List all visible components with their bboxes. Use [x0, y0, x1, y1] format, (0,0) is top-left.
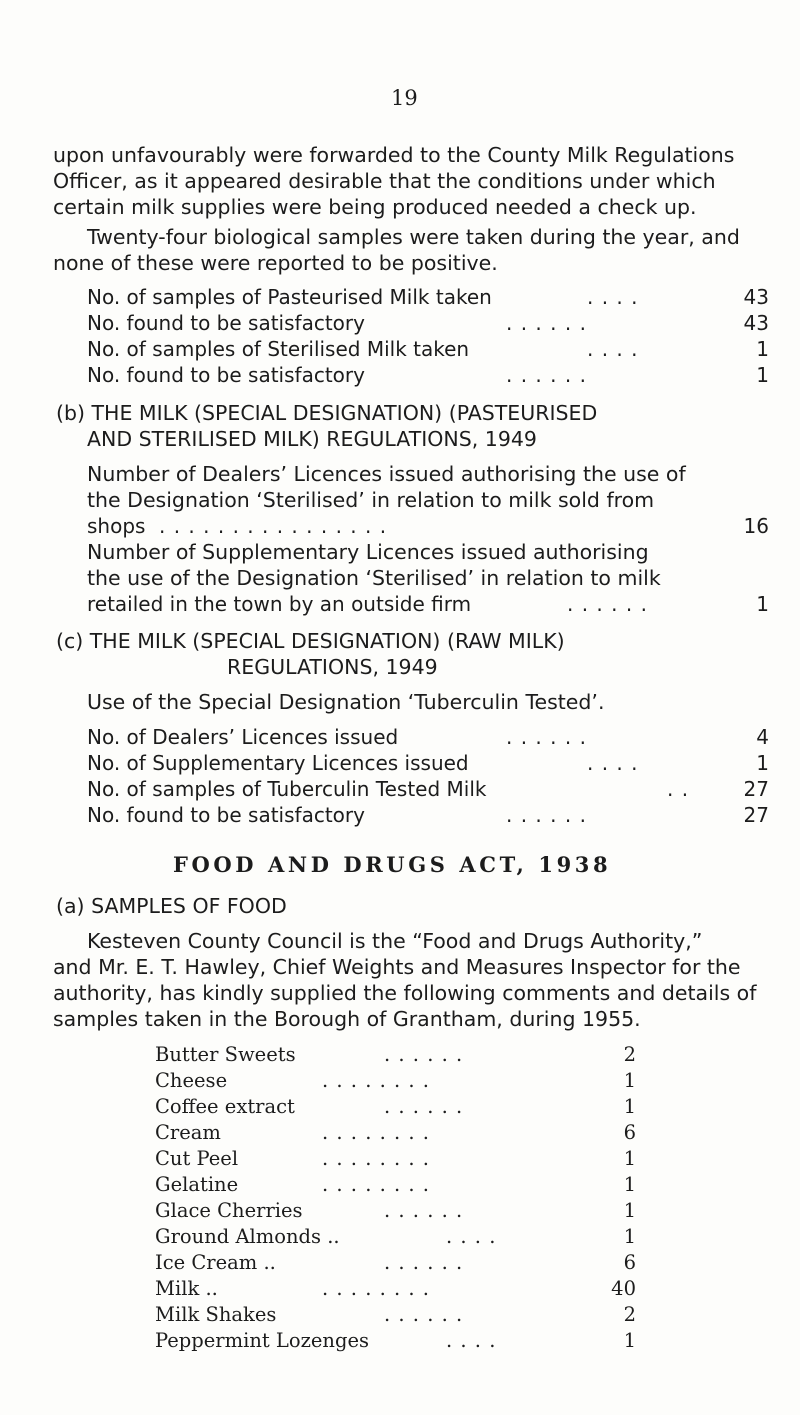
intro-line: Officer, as it appeared desirable that the conditions under which — [53, 169, 716, 193]
leader-dots: . . . . . . — [384, 1199, 464, 1222]
leader-dots: . . . . . . . . — [322, 1147, 430, 1170]
leader-dots: . . . . . . . . — [322, 1069, 430, 1092]
leader-dots: . . . . . . — [384, 1095, 464, 1118]
sample-count: 1 — [623, 1095, 636, 1118]
sample-label: Cream — [155, 1121, 221, 1144]
section-b-heading: (b) THE MILK (SPECIAL DESIGNATION) (PASTEURISED — [56, 401, 598, 425]
leader-dots: . . . . . . . . . . . . . . . . — [159, 514, 388, 538]
sample-row — [155, 1328, 665, 1354]
sample-label: Cut Peel — [155, 1147, 239, 1170]
stat-value: 27 — [743, 777, 769, 801]
leader-dots: . . . . . . . . — [322, 1173, 430, 1196]
biological-line: Twenty-four biological samples were taken during the year, and — [87, 225, 740, 249]
sample-row — [155, 1120, 665, 1146]
leader-dots: . . . . — [446, 1329, 497, 1352]
food-para-line: and Mr. E. T. Hawley, Chief Weights and Measures Inspector for the — [53, 955, 741, 979]
page-number: 19 — [391, 86, 418, 110]
leader-dots: . . — [667, 777, 690, 801]
stat-label: No. found to be satisfactory — [87, 311, 365, 335]
sample-count: 1 — [623, 1329, 636, 1352]
leader-dots: . . . . . . . . — [322, 1277, 430, 1300]
tt-stat-row — [87, 776, 769, 802]
stat-label: No. of samples of Sterilised Milk taken — [87, 337, 470, 361]
stat-value: 43 — [743, 285, 769, 309]
sample-count: 1 — [623, 1173, 636, 1196]
section-b-text: the use of the Designation ‘Sterilised’ in relation to milk — [87, 566, 661, 590]
sample-label: Cheese — [155, 1069, 228, 1092]
stat-value: 16 — [743, 514, 769, 538]
leader-dots: . . . . . . — [506, 803, 587, 827]
stat-label: No. of Dealers’ Licences issued — [87, 725, 399, 749]
milk-stat-row — [87, 310, 769, 336]
sample-row — [155, 1224, 665, 1250]
tt-stat-row — [87, 724, 769, 750]
stat-value: 1 — [756, 592, 769, 616]
leader-dots: . . . . . . — [506, 363, 587, 387]
stat-label: No. found to be satisfactory — [87, 363, 365, 387]
stat-value: 4 — [756, 725, 769, 749]
stat-value: 27 — [743, 803, 769, 827]
leader-dots: . . . . . . . . — [322, 1121, 430, 1144]
section-b-text: Number of Dealers’ Licences issued authorising the use of — [87, 462, 686, 486]
sample-label: Milk Shakes — [155, 1303, 277, 1326]
sample-label: Gelatine — [155, 1173, 239, 1196]
leader-dots: . . . . . . — [384, 1251, 464, 1274]
sample-row — [155, 1198, 665, 1224]
milk-stat-row — [87, 362, 769, 388]
food-drugs-title: FOOD AND DRUGS ACT, 1938 — [173, 852, 612, 877]
sample-row — [155, 1042, 665, 1068]
stat-label: shops — [87, 514, 146, 538]
sample-label: Coffee extract — [155, 1095, 295, 1118]
sample-label: Milk .. — [155, 1277, 218, 1300]
leader-dots: . . . . . . — [384, 1303, 464, 1326]
tt-stat-row — [87, 802, 769, 828]
section-b-heading: AND STERILISED MILK) REGULATIONS, 1949 — [87, 427, 537, 451]
stat-label: No. of samples of Tuberculin Tested Milk — [87, 777, 487, 801]
section-b-text: Number of Supplementary Licences issued authorising — [87, 540, 649, 564]
stat-value: 1 — [756, 751, 769, 775]
stat-label: No. of Supplementary Licences issued — [87, 751, 469, 775]
leader-dots: . . . . — [587, 285, 639, 309]
sample-row — [155, 1250, 665, 1276]
stat-value: 43 — [743, 311, 769, 335]
leader-dots: . . . . . . — [506, 311, 587, 335]
section-b-text: the Designation ‘Sterilised’ in relation to milk sold from — [87, 488, 655, 512]
stat-value: 1 — [756, 363, 769, 387]
food-para-line: samples taken in the Borough of Grantham, during 1955. — [53, 1007, 641, 1031]
food-para-line: authority, has kindly supplied the following comments and details of — [53, 981, 757, 1005]
sample-row — [155, 1068, 665, 1094]
leader-dots: . . . . . . — [506, 725, 587, 749]
biological-line: none of these were reported to be positive. — [53, 251, 498, 275]
stat-label: No. of samples of Pasteurised Milk taken — [87, 285, 492, 309]
sample-label: Peppermint Lozenges — [155, 1329, 370, 1352]
food-para-line: Kesteven County Council is the “Food and Drugs Authority,” — [87, 929, 703, 953]
section-c-heading: (c) THE MILK (SPECIAL DESIGNATION) (RAW MILK) — [56, 629, 565, 653]
sample-row — [155, 1094, 665, 1120]
intro-line: certain milk supplies were being produced needed a check up. — [53, 195, 697, 219]
sample-count: 6 — [623, 1121, 636, 1144]
stat-label: retailed in the town by an outside firm — [87, 592, 472, 616]
section-c-intro: Use of the Special Designation ‘Tuberculin Tested’. — [87, 690, 605, 714]
leader-dots: . . . . — [587, 751, 639, 775]
stat-label: No. found to be satisfactory — [87, 803, 365, 827]
leader-dots: . . . . . . — [567, 592, 648, 616]
intro-line: upon unfavourably were forwarded to the County Milk Regulations — [53, 143, 735, 167]
section-c-heading: REGULATIONS, 1949 — [227, 655, 438, 679]
sample-label: Butter Sweets — [155, 1043, 296, 1066]
sample-label: Glace Cherries — [155, 1199, 303, 1222]
sample-count: 40 — [611, 1277, 636, 1300]
tt-stat-row — [87, 750, 769, 776]
sample-count: 6 — [623, 1251, 636, 1274]
leader-dots: . . . . . . — [384, 1043, 464, 1066]
sample-count: 1 — [623, 1199, 636, 1222]
sample-row — [155, 1172, 665, 1198]
sample-count: 1 — [623, 1069, 636, 1092]
leader-dots: . . . . — [587, 337, 639, 361]
samples-subheading: (a) SAMPLES OF FOOD — [56, 894, 287, 918]
sample-label: Ice Cream .. — [155, 1251, 276, 1274]
section-b-value-row — [87, 513, 769, 539]
sample-count: 2 — [623, 1303, 636, 1326]
stat-value: 1 — [756, 337, 769, 361]
sample-count: 1 — [623, 1225, 636, 1248]
sample-label: Ground Almonds .. — [155, 1225, 340, 1248]
milk-stat-row — [87, 284, 769, 310]
milk-stat-row — [87, 336, 769, 362]
leader-dots: . . . . — [446, 1225, 497, 1248]
sample-row — [155, 1146, 665, 1172]
sample-row — [155, 1302, 665, 1328]
section-b-value-row — [87, 591, 769, 617]
sample-row — [155, 1276, 665, 1302]
sample-count: 1 — [623, 1147, 636, 1170]
sample-count: 2 — [623, 1043, 636, 1066]
